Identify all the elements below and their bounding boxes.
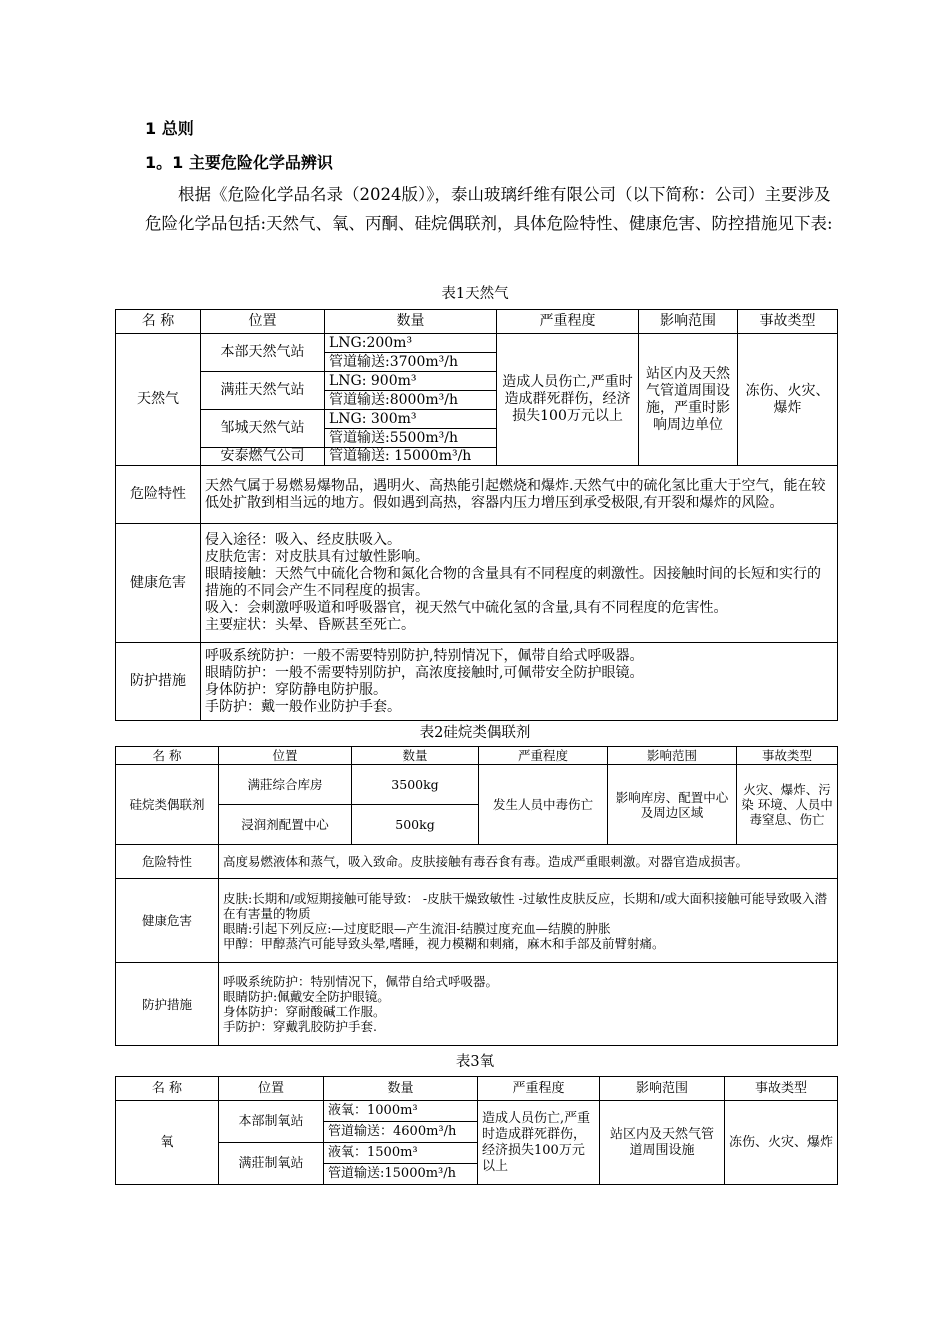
- hazard-text: 高度易燃液体和蒸气，吸入致命。皮肤接触有毒吞食有毒。造成严重眼刺激。对器官造成损害。: [219, 845, 838, 879]
- header-severity: 严重程度: [478, 1077, 600, 1101]
- location-cell: 安泰燃气公司: [201, 448, 325, 466]
- header-location: 位置: [219, 1077, 324, 1101]
- hazard-label: 危险特性: [116, 466, 201, 524]
- health-label: 健康危害: [116, 524, 201, 643]
- quantity-cell: 3500kg: [352, 765, 479, 805]
- quantity-cell: 管道输送:8000m³/h: [325, 391, 497, 410]
- scope-cell: 站区内及天然气管道周围设施，严重时影响周边单位: [639, 334, 738, 466]
- protect-text: 呼吸系统防护：一般不需要特别防护,特别情况下，佩带自给式呼吸器。 眼睛防护：一般不需要特别防护，高浓度接触时,可佩带安全防护眼镜。 身体防护：穿防静电防护服。 手防护：戴一般作业防护手套。: [201, 643, 838, 721]
- quantity-cell: 管道输送: 15000m³/h: [325, 448, 497, 466]
- location-cell: 浸润剂配置中心: [219, 805, 352, 845]
- quantity-cell: 管道输送:5500m³/h: [325, 429, 497, 448]
- natural-gas-table: [115, 309, 838, 721]
- header-severity: 严重程度: [479, 747, 608, 765]
- chemical-name: 氧: [116, 1101, 219, 1185]
- silane-table: [115, 746, 838, 1046]
- header-scope: 影响范围: [600, 1077, 725, 1101]
- health-text: 皮肤:长期和/或短期接触可能导致： -皮肤干燥致敏性 -过敏性皮肤反应，长期和/或大面积接触可能导致吸入潜在有害量的物质 眼睛:引起下列反应:—过度眨眼—产生流泪-结膜过度充血—结膜的肿胀 甲醇：甲醇蒸汽可能导致头晕,嗜睡，视力模糊和刺痛，麻木和手部及前臂射痛。: [219, 879, 838, 963]
- table1-caption: 表1天然气: [441, 286, 509, 302]
- header-name: 名 称: [116, 1077, 219, 1101]
- table2-caption: 表2硅烷类偶联剂: [419, 725, 531, 741]
- quantity-cell: LNG: 900m³: [325, 372, 497, 391]
- header-location: 位置: [201, 310, 325, 334]
- header-name: 名 称: [116, 310, 201, 334]
- header-scope: 影响范围: [639, 310, 738, 334]
- oxygen-table: [115, 1076, 838, 1185]
- accident-cell: 冻伤、火灾、爆炸: [725, 1101, 838, 1185]
- chemical-name: 天然气: [116, 334, 201, 466]
- quantity-cell: 管道输送:15000m³/h: [324, 1164, 478, 1185]
- subsection-heading: 1。1 主要危险化学品辨识: [145, 153, 333, 172]
- header-scope: 影响范围: [608, 747, 737, 765]
- location-cell: 满莊制氧站: [219, 1143, 324, 1185]
- location-cell: 本部制氧站: [219, 1101, 324, 1143]
- location-cell: 满莊综合库房: [219, 765, 352, 805]
- header-accident: 事故类型: [738, 310, 838, 334]
- header-quantity: 数量: [352, 747, 479, 765]
- hazard-text: 天然气属于易燃易爆物品，遇明火、高热能引起燃烧和爆炸.天然气中的硫化氢比重大于空气，能在较低处扩散到相当远的地方。假如遇到高热，容器内压力增压到承受极限,有开裂和爆炸的风险。: [201, 466, 838, 524]
- severity-cell: 造成人员伤亡,严重时造成群死群伤，经济损失100万元以上: [497, 334, 639, 466]
- header-accident: 事故类型: [737, 747, 838, 765]
- table3-caption: 表3氧: [455, 1054, 495, 1070]
- location-cell: 邹城天然气站: [201, 410, 325, 448]
- header-location: 位置: [219, 747, 352, 765]
- quantity-cell: 液氧：1500m³: [324, 1143, 478, 1164]
- header-quantity: 数量: [324, 1077, 478, 1101]
- hazard-label: 危险特性: [116, 845, 219, 879]
- intro-paragraph: 根据《危险化学品名录（2024版）》，泰山玻璃纤维有限公司（以下简称：公司）主要涉及危险化学品包括:天然气、氧、丙酮、硅烷偶联剂，具体危险特性、健康危害、防控措施见下表:: [145, 185, 833, 233]
- quantity-cell: 管道输送:3700m³/h: [325, 353, 497, 372]
- header-name: 名 称: [116, 747, 219, 765]
- protect-label: 防护措施: [116, 963, 219, 1046]
- quantity-cell: 500kg: [352, 805, 479, 845]
- severity-cell: 发生人员中毒伤亡: [479, 765, 608, 845]
- section-heading: 1 总则: [145, 119, 194, 138]
- location-cell: 满莊天然气站: [201, 372, 325, 410]
- protect-label: 防护措施: [116, 643, 201, 721]
- scope-cell: 影响库房、配置中心及周边区域: [608, 765, 737, 845]
- quantity-cell: LNG: 300m³: [325, 410, 497, 429]
- accident-cell: 冻伤、火灾、爆炸: [738, 334, 838, 466]
- location-cell: 本部天然气站: [201, 334, 325, 372]
- severity-cell: 造成人员伤亡,严重时造成群死群伤，经济损失100万元以上: [478, 1101, 600, 1185]
- quantity-cell: LNG:200m³: [325, 334, 497, 353]
- header-quantity: 数量: [325, 310, 497, 334]
- health-label: 健康危害: [116, 879, 219, 963]
- protect-text: 呼吸系统防护：特别情况下，佩带自给式呼吸器。 眼睛防护:佩戴安全防护眼镜。 身体防护：穿耐酸碱工作服。 手防护：穿戴乳胶防护手套.: [219, 963, 838, 1046]
- chemical-name: 硅烷类偶联剂: [116, 765, 219, 845]
- quantity-cell: 液氧：1000m³: [324, 1101, 478, 1122]
- header-severity: 严重程度: [497, 310, 639, 334]
- scope-cell: 站区内及天然气管道周围设施: [600, 1101, 725, 1185]
- quantity-cell: 管道输送：4600m³/h: [324, 1122, 478, 1143]
- health-text: 侵入途径：吸入、经皮肤吸入。 皮肤危害：对皮肤具有过敏性影响。 眼睛接触：天然气中硫化合物和氮化合物的含量具有不同程度的刺激性。因接触时间的长短和实行的措施的不同会产生不同程度的损害。 吸入：会刺激呼吸道和呼吸器官，视天然气中硫化氢的含量,具有不同程度的危害性。 主要症状：头晕、昏厥甚至死亡。: [201, 524, 838, 643]
- header-accident: 事故类型: [725, 1077, 838, 1101]
- accident-cell: 火灾、爆炸、污染 环境、人员中毒窒息、伤亡: [737, 765, 838, 845]
